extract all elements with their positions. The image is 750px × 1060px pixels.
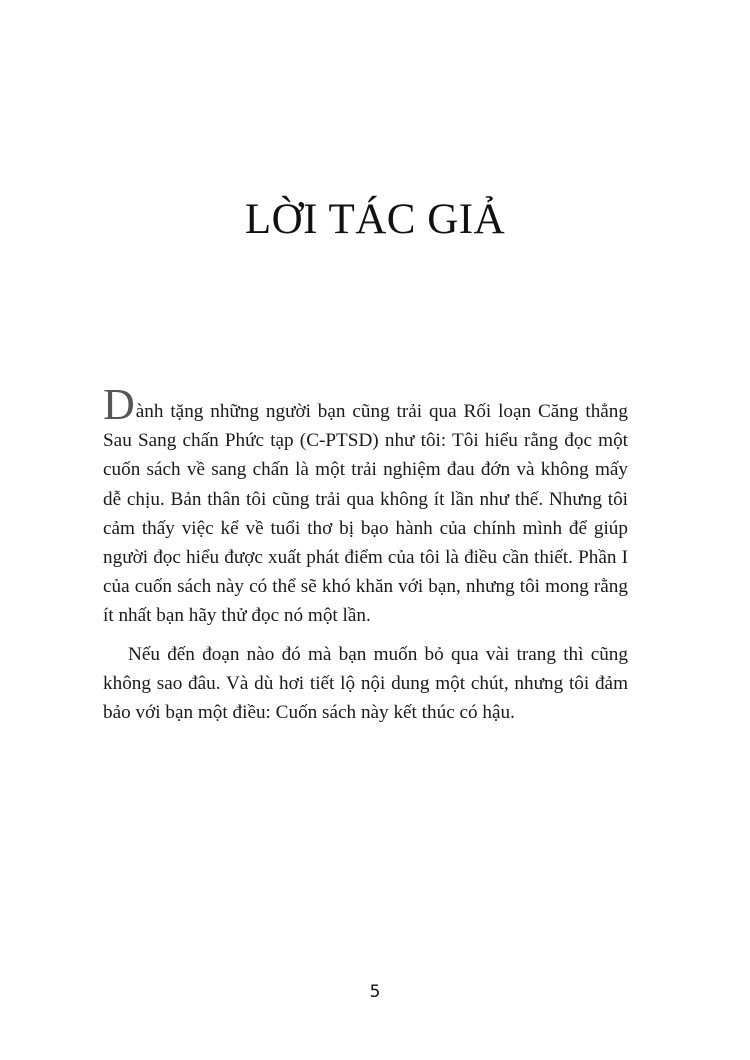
page-number: 5 [369,982,381,1002]
drop-cap: D [103,380,135,429]
paragraph-2: Nếu đến đoạn nào đó mà bạn muốn bỏ qua vài trang thì cũng không sao đâu. Và dù hơi tiết lộ nội dung một chút, nhưng tôi đảm bảo với bạn một điều: Cuốn sách này kết thúc có hậu. [103,643,628,724]
paragraph-1 [103,380,628,631]
body-text [103,380,628,727]
paragraph-1-text: ành tặng những người bạn cũng trải qua Rối loạn Căng thẳng Sau Sang chấn Phức tạp (C-PTSD) như tôi: Tôi hiểu rằng đọc một cuốn sách về sang chấn là một trải nghiệm đau đớn và không mấy dễ chịu. Bản thân tôi cũng trải qua không ít lần như thế. Nhưng tôi cảm thấy việc kể về tuổi thơ bị bạo hành của chính mình để giúp người đọc hiểu được xuất phát điểm của tôi là điều cần thiết. Phần I của cuốn sách này có thể sẽ khó khăn với bạn, nhưng tôi mong rằng ít nhất bạn hãy thử đọc nó một lần. [103,401,628,627]
chapter-title: LỜI TÁC GIẢ [244,196,506,243]
